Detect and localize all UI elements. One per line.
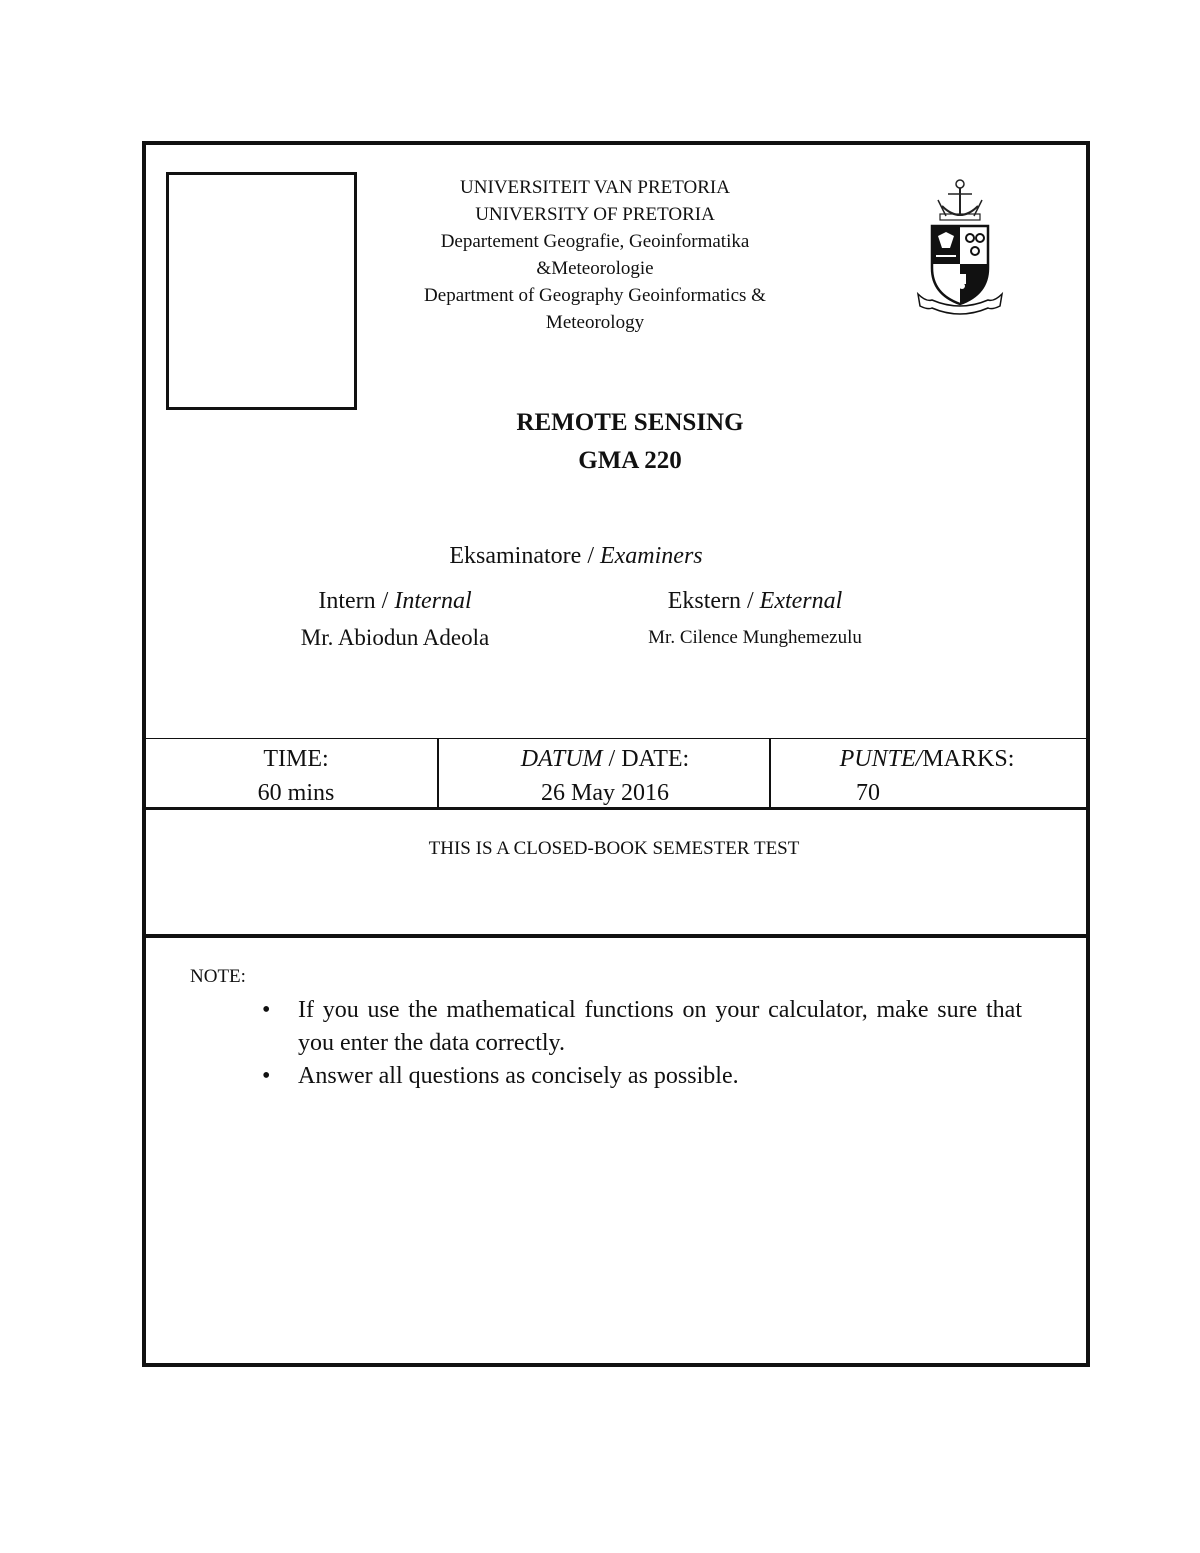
list-item: [262, 994, 1022, 1060]
bullet-icon: •: [262, 997, 271, 1023]
date-label-af: DATUM: [520, 746, 603, 772]
date-label: [440, 742, 770, 776]
date-label-en: / DATE:: [602, 746, 690, 772]
list-item: [262, 1060, 1022, 1093]
note-item-text: If you use the mathematical functions on your calculator, make sure that you enter the data correctly.: [298, 997, 1022, 1056]
university-crest-icon: [912, 176, 1008, 326]
internal-label-af: Intern /: [318, 588, 395, 614]
external-label: [600, 588, 910, 615]
header-line: UNIVERSITY OF PRETORIA: [475, 204, 715, 225]
test-type-notice: THIS IS A CLOSED-BOOK SEMESTER TEST: [428, 838, 800, 859]
external-label-af: Ekstern /: [667, 588, 760, 614]
course-code: GMA 220: [578, 447, 682, 474]
marks-label: [772, 742, 1082, 776]
note-list: [262, 994, 1022, 1093]
header-line: Departement Geografie, Geoinformatika: [440, 231, 750, 252]
course-title-block: [430, 404, 830, 480]
bullet-icon: •: [262, 1063, 271, 1089]
internal-examiner: [250, 588, 540, 651]
marks-label-af: PUNTE/: [839, 746, 923, 772]
header-line: UNIVERSITEIT VAN PRETORIA: [460, 177, 730, 198]
date-value: 26 May 2016: [541, 780, 669, 806]
examiners-heading-af: Eksaminatore /: [449, 543, 600, 569]
time-value: 60 mins: [257, 780, 335, 806]
examiners-heading-en: Examiners: [599, 543, 703, 569]
header-line: Department of Geography Geoinformatics &: [424, 285, 766, 306]
time-cell: [146, 742, 446, 810]
marks-label-en: MARKS:: [922, 746, 1015, 772]
external-examiner-name: Mr. Cilence Munghemezulu: [648, 627, 862, 648]
note-item-text: Answer all questions as concisely as possible.: [298, 1063, 739, 1089]
marks-cell: [772, 742, 1082, 810]
course-title: REMOTE SENSING: [516, 409, 744, 436]
examiners-heading: [376, 543, 776, 570]
time-label: TIME:: [263, 746, 329, 772]
notes-divider: [146, 934, 1086, 938]
note-label: NOTE:: [190, 966, 246, 987]
header-line: &Meteorologie: [536, 258, 654, 279]
external-examiner: [600, 588, 910, 649]
table-top-divider: [146, 738, 1086, 739]
header-line: Meteorology: [545, 312, 645, 333]
university-header: [380, 174, 810, 336]
internal-label: [250, 588, 540, 615]
internal-label-en: Internal: [394, 588, 472, 614]
external-label-en: External: [759, 588, 843, 614]
photo-box: [166, 172, 357, 410]
marks-value: 70: [856, 780, 880, 806]
internal-examiner-name: Mr. Abiodun Adeola: [300, 625, 490, 650]
date-cell: [440, 742, 770, 810]
